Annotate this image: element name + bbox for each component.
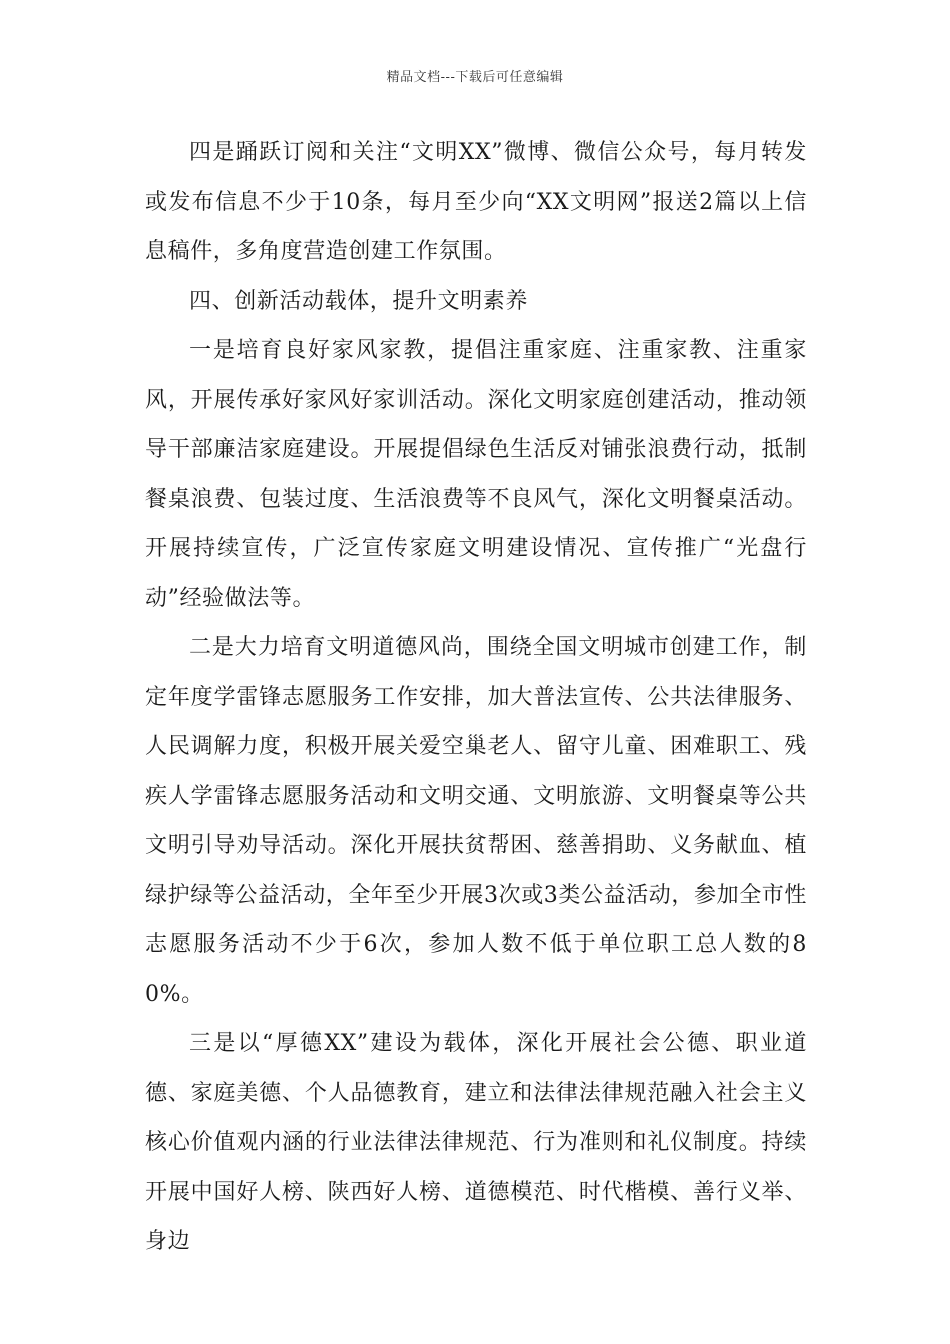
paragraph-family-values: 一是培育良好家风家教，提倡注重家庭、注重家教、注重家风，开展传承好家风好家训活动。深化文明家庭创建活动，推动领导干部廉洁家庭建设。开展提倡绿色生活反对铺张浪费行动，抵制餐桌浪费、包装过度、生活浪费等不良风气，深化文明餐桌活动。开展持续宣传，广泛宣传家庭文明建设情况、宣传推广“光盘行动”经验做法等。 [145, 338, 807, 611]
paragraph-moral-ethos: 二是大力培育文明道德风尚，围绕全国文明城市创建工作，制定年度学雷锋志愿服务工作安排，加大普法宣传、公共法律服务、人民调解力度，积极开展关爱空巢老人、留守儿童、困难职工、残疾人学雷锋志愿服务活动和文明交通、文明旅游、文明餐桌等公共文明引导劝导活动。深化开展扶贫帮困、慈善捐助、义务献血、植绿护绿等公益活动，全年至少开展3次或3类公益活动，参加全市性志愿服务活动不少于6次，参加人数不低于单位职工总人数的80%。 [145, 635, 807, 1007]
section-heading-4: 四、创新活动载体，提升文明素养 [189, 288, 529, 314]
paragraph-publicity: 四是踊跃订阅和关注“文明XX”微博、微信公众号，每月转发或发布信息不少于10条，每月至少向“XX文明网”报送2篇以上信息稿件，多角度营造创建工作氛围。 [145, 140, 807, 264]
paragraph-houde-xx: 三是以“厚德XX”建设为载体，深化开展社会公德、职业道德、家庭美德、个人品德教育，建立和法律法律规范融入社会主义核心价值观内涵的行业法律法律规范、行为准则和礼仪制度。持续开展中国好人榜、陕西好人榜、道德模范、时代楷模、善行义举、身边 [145, 1031, 807, 1254]
page-header: 精品文档---下载后可任意编辑 [386, 70, 564, 85]
document-body [145, 128, 807, 1267]
